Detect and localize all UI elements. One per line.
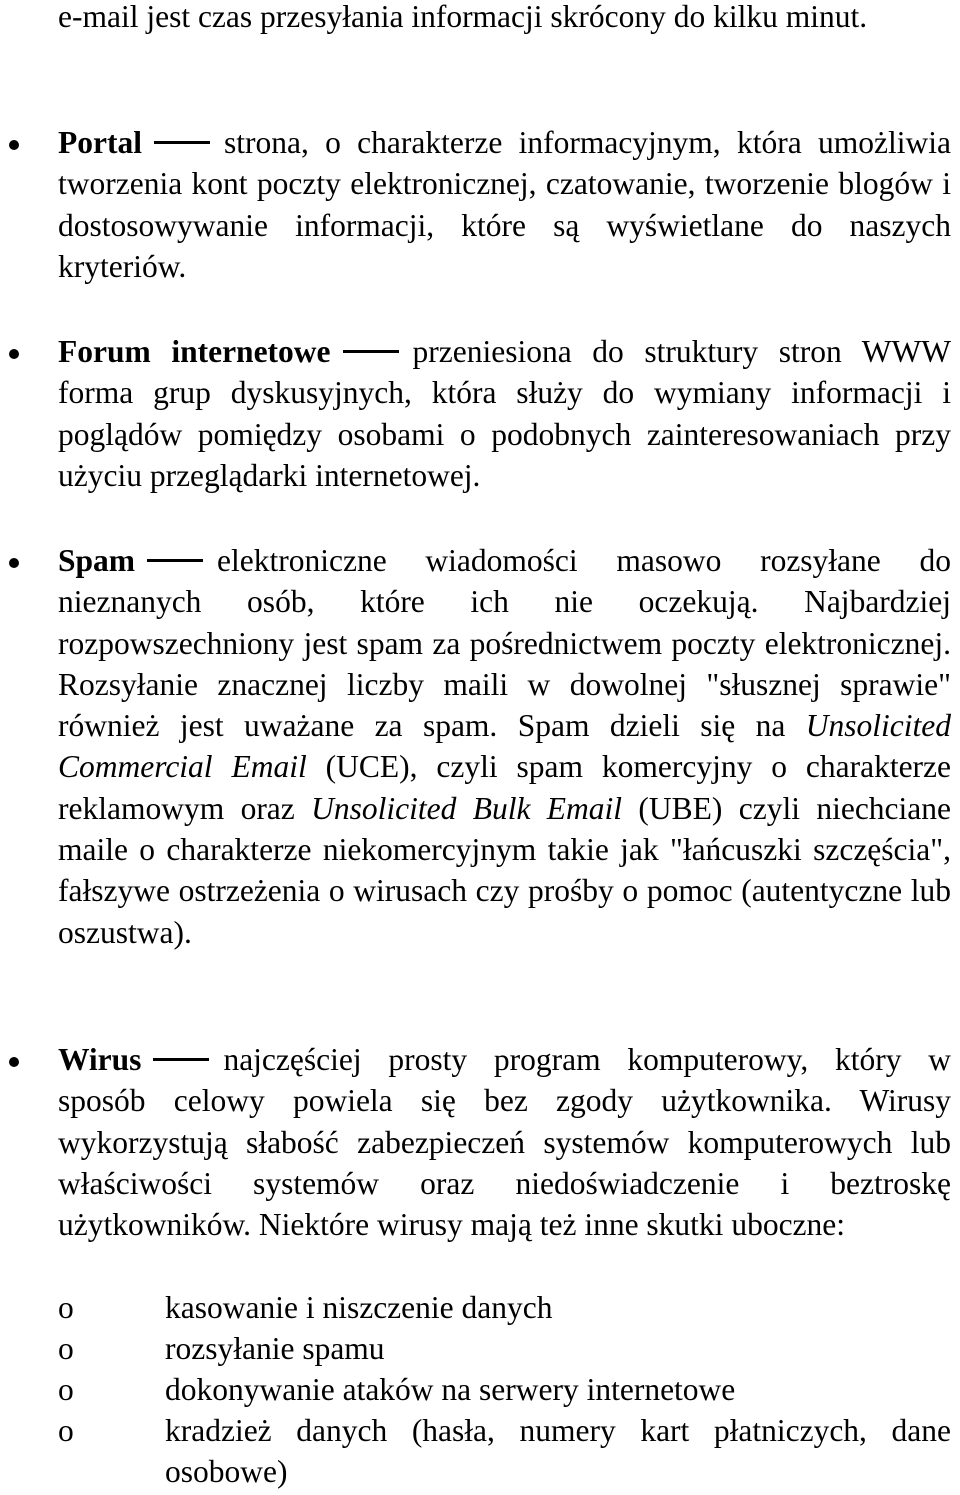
intro-text: e-mail jest czas przesyłania informacji skrócony do kilku minut.: [58, 0, 868, 34]
bullet-portal: [9, 140, 19, 150]
definition-spam-italic-ube: Unsolicited Bulk Email: [311, 790, 623, 826]
sub-list-marker: o: [58, 1290, 74, 1325]
entry-forum: [58, 331, 951, 496]
sub-list-item: kradzież danych (hasła, numery kart płatniczych, dane osobowe): [165, 1413, 951, 1490]
definition-spam-part-3: (UBE) czyli niechciane maile o charakterze niekomercyjnym takie jak "łańcuszki szczęścia", fałszywe ostrzeżenia o wirusach czy prośby o pomoc (autentyczne lub oszustwa).: [58, 790, 951, 950]
term-portal: Portal: [58, 125, 142, 160]
entry-spam: [58, 540, 951, 953]
sub-list-item: rozsyłanie spamu: [165, 1331, 385, 1366]
sub-list-item: kasowanie i niszczenie danych: [165, 1290, 553, 1325]
dash-forum: [343, 350, 399, 353]
sub-list-marker: o: [58, 1331, 74, 1366]
sub-list-item: dokonywanie ataków na serwery internetowe: [165, 1372, 736, 1407]
definition-spam-part-1: elektroniczne wiadomości masowo rozsyłane do nieznanych osób, które ich nie oczekują. Najbardziej rozpowszechniony jest spam za pośrednictwem poczty elektronicznej. Rozsyłanie znacznej liczby maili w dowolnej "słusznej sprawie" również jest uważane za spam. Spam dzieli się na: [58, 543, 951, 744]
definition-forum: przeniesiona do struktury stron WWW forma grup dyskusyjnych, która służy do wymiany informacji i poglądów pomiędzy osobami o podobnych zainteresowaniach przy użyciu przeglądarki internetowej.: [58, 334, 951, 493]
sub-list-marker: o: [58, 1372, 74, 1407]
entry-portal: [58, 122, 951, 287]
definition-spam-part-2: (UCE), czyli spam komercyjny o charakterze reklamowym oraz: [58, 749, 952, 826]
bullet-spam: [9, 558, 19, 568]
bullet-forum: [9, 349, 19, 359]
definition-portal: strona, o charakterze informacyjnym, która umożliwia tworzenia kont poczty elektronicznej, czatowanie, tworzenie blogów i dostosowywanie informacji, które są wyświetlane do naszych kryteriów.: [58, 125, 951, 284]
definition-wirus: najczęściej prosty program komputerowy, który w sposób celowy powiela się bez zgody użytkownika. Wirusy wykorzystują słabość zabezpieczeń systemów komputerowych lub właściwości systemów oraz niedoświadczenie i beztroskę użytkowników. Niektóre wirusy mają też inne skutki uboczne:: [58, 1042, 951, 1243]
entry-wirus: [58, 1039, 951, 1245]
term-wirus: Wirus: [58, 1042, 142, 1077]
dash-spam: [147, 559, 203, 562]
dash-wirus: [153, 1058, 209, 1061]
sub-list-marker: o: [58, 1413, 74, 1448]
term-forum: Forum internetowe: [58, 334, 331, 369]
dash-portal: [154, 141, 210, 144]
intro-paragraph: [58, 0, 951, 37]
bullet-wirus: [9, 1057, 19, 1067]
definition-spam-italic-uce: Unsolicited Commercial Email: [58, 708, 952, 785]
term-spam: Spam: [58, 543, 136, 578]
